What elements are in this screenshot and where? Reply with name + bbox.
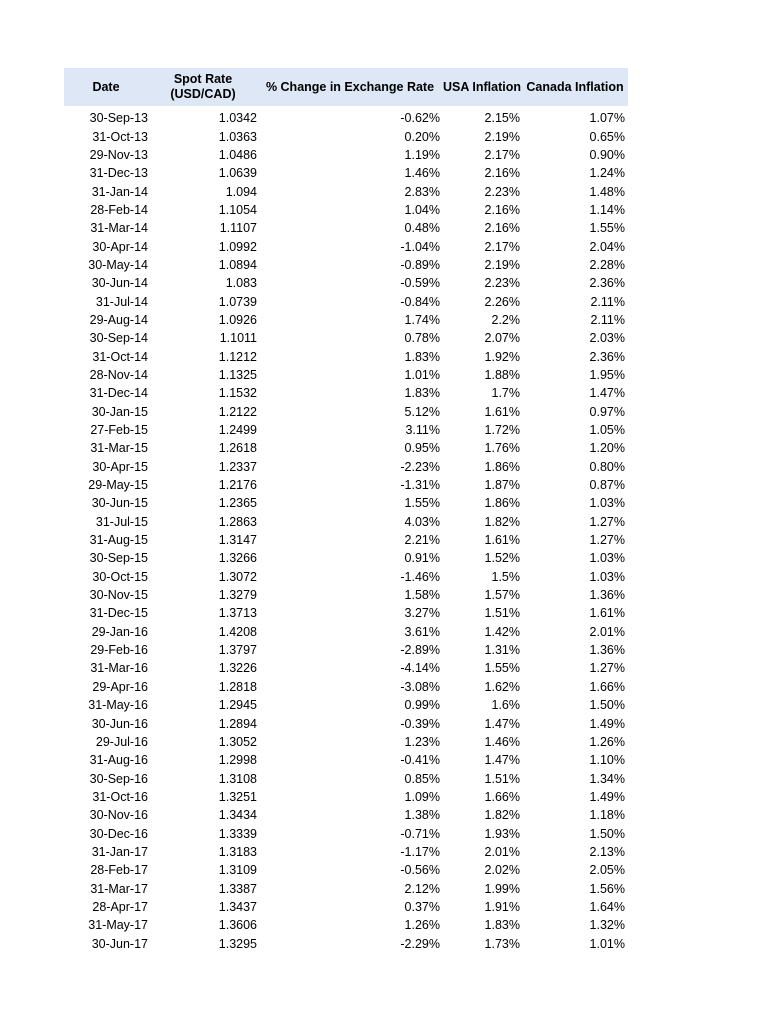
- cell-usa-inflation: 2.01%: [484, 844, 520, 859]
- cell-canada-inflation: 1.95%: [589, 367, 625, 382]
- cell-pct-change: 3.61%: [404, 624, 440, 639]
- cell-usa-inflation: 1.86%: [484, 496, 520, 511]
- table-row: [64, 274, 628, 292]
- cell-pct-change: -1.04%: [400, 239, 440, 254]
- table-row: [64, 366, 628, 384]
- cell-spot-rate: 1.3295: [218, 936, 257, 951]
- cell-pct-change: 0.91%: [404, 551, 440, 566]
- cell-pct-change: -3.08%: [400, 679, 440, 694]
- cell-canada-inflation: 1.10%: [589, 753, 625, 768]
- cell-usa-inflation: 1.66%: [484, 789, 520, 804]
- cell-pct-change: 1.23%: [404, 734, 440, 749]
- cell-pct-change: 0.20%: [404, 129, 440, 144]
- cell-canada-inflation: 1.49%: [589, 716, 625, 731]
- cell-date: 29-May-15: [88, 478, 148, 493]
- cell-spot-rate: 1.094: [225, 184, 257, 199]
- cell-canada-inflation: 1.03%: [589, 551, 625, 566]
- cell-date: 31-Oct-16: [92, 789, 148, 804]
- cell-date: 31-May-17: [88, 918, 148, 933]
- table-row: [64, 733, 628, 751]
- cell-usa-inflation: 1.6%: [491, 698, 520, 713]
- cell-spot-rate: 1.2998: [218, 753, 257, 768]
- cell-usa-inflation: 2.26%: [484, 294, 520, 309]
- cell-usa-inflation: 1.31%: [484, 643, 520, 658]
- cell-pct-change: 1.46%: [404, 166, 440, 181]
- cell-usa-inflation: 1.61%: [484, 404, 520, 419]
- cell-usa-inflation: 2.15%: [484, 111, 520, 126]
- cell-pct-change: 1.83%: [404, 386, 440, 401]
- table-row: [64, 568, 628, 586]
- cell-canada-inflation: 1.50%: [589, 826, 625, 841]
- cell-pct-change: 0.85%: [404, 771, 440, 786]
- table-row: [64, 182, 628, 200]
- cell-spot-rate: 1.0486: [218, 147, 257, 162]
- cell-pct-change: 1.83%: [404, 349, 440, 364]
- cell-pct-change: 0.95%: [404, 441, 440, 456]
- cell-date: 30-Apr-15: [92, 459, 148, 474]
- cell-spot-rate: 1.3052: [218, 734, 257, 749]
- cell-pct-change: 1.74%: [404, 312, 440, 327]
- table-row: [64, 439, 628, 457]
- cell-canada-inflation: 2.04%: [589, 239, 625, 254]
- table-row: [64, 476, 628, 494]
- table-row: [64, 237, 628, 255]
- cell-date: 30-Dec-16: [89, 826, 148, 841]
- cell-date: 30-Oct-15: [92, 569, 148, 584]
- table-row: [64, 109, 628, 127]
- cell-pct-change: 0.48%: [404, 221, 440, 236]
- table-row: [64, 678, 628, 696]
- cell-canada-inflation: 1.47%: [589, 386, 625, 401]
- cell-canada-inflation: 2.13%: [589, 844, 625, 859]
- cell-usa-inflation: 1.83%: [484, 918, 520, 933]
- cell-canada-inflation: 0.80%: [589, 459, 625, 474]
- cell-usa-inflation: 1.91%: [484, 899, 520, 914]
- cell-spot-rate: 1.2337: [218, 459, 257, 474]
- table-row: [64, 898, 628, 916]
- header-spot-rate: [148, 72, 258, 102]
- cell-date: 29-Jan-16: [91, 624, 148, 639]
- table-row: [64, 641, 628, 659]
- cell-pct-change: -0.84%: [400, 294, 440, 309]
- cell-usa-inflation: 1.86%: [484, 459, 520, 474]
- cell-pct-change: -1.46%: [400, 569, 440, 584]
- table-row: [64, 861, 628, 879]
- cell-date: 30-Jan-15: [91, 404, 148, 419]
- cell-date: 31-Mar-15: [90, 441, 148, 456]
- table-row: [64, 384, 628, 402]
- cell-date: 29-Jul-16: [95, 734, 148, 749]
- cell-pct-change: 2.21%: [404, 533, 440, 548]
- cell-canada-inflation: 1.14%: [589, 202, 625, 217]
- table-row: [64, 311, 628, 329]
- cell-canada-inflation: 1.32%: [589, 918, 625, 933]
- header-date: Date: [92, 79, 120, 94]
- cell-date: 30-May-14: [88, 257, 148, 272]
- table-row: [64, 788, 628, 806]
- cell-pct-change: 1.01%: [404, 367, 440, 382]
- cell-usa-inflation: 1.73%: [484, 936, 520, 951]
- table-body: [64, 109, 628, 953]
- table-row: [64, 916, 628, 934]
- cell-usa-inflation: 2.17%: [484, 147, 520, 162]
- table-row: [64, 549, 628, 567]
- cell-pct-change: 1.09%: [404, 789, 440, 804]
- header-spot-rate-line1: Spot Rate: [173, 72, 233, 86]
- cell-spot-rate: 1.3279: [218, 588, 257, 603]
- cell-canada-inflation: 2.36%: [589, 276, 625, 291]
- cell-canada-inflation: 1.36%: [589, 643, 625, 658]
- cell-date: 31-Dec-14: [89, 386, 148, 401]
- cell-usa-inflation: 1.51%: [484, 606, 520, 621]
- cell-usa-inflation: 1.47%: [484, 716, 520, 731]
- cell-usa-inflation: 1.46%: [484, 734, 520, 749]
- cell-canada-inflation: 2.36%: [589, 349, 625, 364]
- table-row: [64, 659, 628, 677]
- cell-canada-inflation: 2.11%: [590, 312, 625, 327]
- cell-usa-inflation: 1.55%: [484, 661, 520, 676]
- cell-date: 31-May-16: [88, 698, 148, 713]
- cell-pct-change: -0.71%: [400, 826, 440, 841]
- cell-canada-inflation: 2.03%: [589, 331, 625, 346]
- cell-usa-inflation: 1.76%: [484, 441, 520, 456]
- cell-pct-change: -0.56%: [400, 863, 440, 878]
- cell-usa-inflation: 1.61%: [484, 533, 520, 548]
- cell-canada-inflation: 1.26%: [589, 734, 625, 749]
- cell-usa-inflation: 1.92%: [484, 349, 520, 364]
- cell-usa-inflation: 1.87%: [484, 478, 520, 493]
- cell-pct-change: 0.78%: [404, 331, 440, 346]
- cell-pct-change: -4.14%: [400, 661, 440, 676]
- cell-spot-rate: 1.3606: [218, 918, 257, 933]
- cell-pct-change: 1.26%: [404, 918, 440, 933]
- cell-canada-inflation: 1.64%: [589, 899, 625, 914]
- cell-canada-inflation: 2.05%: [589, 863, 625, 878]
- cell-pct-change: 1.38%: [404, 808, 440, 823]
- cell-pct-change: -0.89%: [400, 257, 440, 272]
- cell-usa-inflation: 2.19%: [484, 129, 520, 144]
- table-row: [64, 696, 628, 714]
- cell-pct-change: 5.12%: [404, 404, 440, 419]
- cell-canada-inflation: 1.20%: [589, 441, 625, 456]
- cell-canada-inflation: 0.65%: [589, 129, 625, 144]
- cell-date: 30-Jun-16: [91, 716, 148, 731]
- cell-spot-rate: 1.2499: [218, 423, 257, 438]
- cell-canada-inflation: 2.28%: [589, 257, 625, 272]
- table-row: [64, 256, 628, 274]
- cell-canada-inflation: 1.49%: [589, 789, 625, 804]
- cell-usa-inflation: 1.51%: [484, 771, 520, 786]
- cell-date: 30-Apr-14: [92, 239, 148, 254]
- cell-usa-inflation: 1.47%: [484, 753, 520, 768]
- cell-usa-inflation: 1.99%: [484, 881, 520, 896]
- cell-pct-change: -2.89%: [400, 643, 440, 658]
- cell-date: 31-Aug-16: [89, 753, 148, 768]
- cell-spot-rate: 1.2863: [218, 514, 257, 529]
- cell-usa-inflation: 2.23%: [484, 276, 520, 291]
- cell-canada-inflation: 0.87%: [589, 478, 625, 493]
- cell-spot-rate: 1.1325: [218, 367, 257, 382]
- cell-pct-change: 1.04%: [404, 202, 440, 217]
- cell-pct-change: 0.99%: [404, 698, 440, 713]
- cell-canada-inflation: 1.66%: [589, 679, 625, 694]
- cell-spot-rate: 1.1107: [219, 221, 257, 236]
- cell-spot-rate: 1.0894: [218, 257, 257, 272]
- cell-date: 28-Nov-14: [89, 367, 148, 382]
- table-row: [64, 201, 628, 219]
- cell-usa-inflation: 2.16%: [484, 166, 520, 181]
- cell-date: 30-Nov-16: [89, 808, 148, 823]
- cell-canada-inflation: 1.27%: [589, 661, 625, 676]
- cell-pct-change: 1.55%: [404, 496, 440, 511]
- table-row: [64, 879, 628, 897]
- cell-canada-inflation: 1.36%: [589, 588, 625, 603]
- cell-pct-change: -0.39%: [400, 716, 440, 731]
- cell-canada-inflation: 1.34%: [589, 771, 625, 786]
- cell-pct-change: 1.58%: [404, 588, 440, 603]
- table-row: [64, 843, 628, 861]
- cell-pct-change: 2.12%: [404, 881, 440, 896]
- cell-date: 30-Jun-15: [91, 496, 148, 511]
- cell-canada-inflation: 1.55%: [589, 221, 625, 236]
- cell-date: 28-Apr-17: [92, 899, 148, 914]
- cell-spot-rate: 1.1011: [219, 331, 257, 346]
- cell-pct-change: 0.37%: [404, 899, 440, 914]
- cell-date: 31-Mar-17: [90, 881, 148, 896]
- table-row: [64, 164, 628, 182]
- cell-spot-rate: 1.3251: [218, 789, 257, 804]
- cell-canada-inflation: 1.05%: [589, 423, 625, 438]
- cell-canada-inflation: 1.03%: [589, 569, 625, 584]
- cell-usa-inflation: 1.72%: [484, 423, 520, 438]
- table-row: [64, 513, 628, 531]
- table-row: [64, 934, 628, 952]
- cell-date: 31-Mar-16: [90, 661, 148, 676]
- cell-date: 29-Feb-16: [90, 643, 148, 658]
- table-row: [64, 403, 628, 421]
- cell-spot-rate: 1.0926: [218, 312, 257, 327]
- table-row: [64, 421, 628, 439]
- cell-canada-inflation: 1.24%: [589, 166, 625, 181]
- header-canada-inflation: Canada Inflation: [526, 79, 624, 94]
- cell-date: 30-Sep-15: [89, 551, 148, 566]
- cell-spot-rate: 1.2894: [218, 716, 257, 731]
- cell-usa-inflation: 1.57%: [484, 588, 520, 603]
- cell-canada-inflation: 1.07%: [589, 111, 625, 126]
- table-row: [64, 329, 628, 347]
- cell-spot-rate: 1.3266: [218, 551, 257, 566]
- header-usa-inflation: USA Inflation: [442, 79, 521, 94]
- table-row: [64, 604, 628, 622]
- cell-usa-inflation: 2.16%: [484, 221, 520, 236]
- cell-usa-inflation: 2.23%: [484, 184, 520, 199]
- cell-date: 31-Jan-14: [91, 184, 148, 199]
- cell-pct-change: 3.11%: [405, 423, 440, 438]
- cell-spot-rate: 1.3434: [218, 808, 257, 823]
- cell-usa-inflation: 2.2%: [491, 312, 520, 327]
- cell-date: 30-Sep-13: [89, 111, 148, 126]
- cell-canada-inflation: 1.27%: [589, 514, 625, 529]
- table-row: [64, 623, 628, 641]
- cell-spot-rate: 1.0363: [218, 129, 257, 144]
- table-row: [64, 127, 628, 145]
- cell-usa-inflation: 2.07%: [484, 331, 520, 346]
- cell-spot-rate: 1.2945: [218, 698, 257, 713]
- cell-canada-inflation: 1.27%: [589, 533, 625, 548]
- cell-usa-inflation: 2.19%: [484, 257, 520, 272]
- cell-date: 30-Jun-17: [91, 936, 148, 951]
- cell-spot-rate: 1.0342: [218, 111, 257, 126]
- cell-date: 31-Jan-17: [91, 844, 148, 859]
- cell-usa-inflation: 1.7%: [491, 386, 520, 401]
- cell-spot-rate: 1.3797: [218, 643, 257, 658]
- cell-canada-inflation: 1.48%: [589, 184, 625, 199]
- cell-spot-rate: 1.1212: [218, 349, 257, 364]
- cell-canada-inflation: 1.03%: [589, 496, 625, 511]
- table-row: [64, 751, 628, 769]
- cell-usa-inflation: 2.02%: [484, 863, 520, 878]
- table-row: [64, 824, 628, 842]
- cell-pct-change: -1.17%: [400, 844, 440, 859]
- cell-spot-rate: 1.2365: [218, 496, 257, 511]
- cell-pct-change: 4.03%: [404, 514, 440, 529]
- cell-pct-change: 2.83%: [404, 184, 440, 199]
- cell-spot-rate: 1.3387: [218, 881, 257, 896]
- cell-canada-inflation: 0.97%: [589, 404, 625, 419]
- cell-spot-rate: 1.0639: [218, 166, 257, 181]
- cell-date: 27-Feb-15: [90, 423, 148, 438]
- cell-spot-rate: 1.2122: [218, 404, 257, 419]
- cell-usa-inflation: 1.82%: [484, 808, 520, 823]
- cell-canada-inflation: 0.90%: [589, 147, 625, 162]
- cell-date: 31-Dec-13: [89, 166, 148, 181]
- table-row: [64, 347, 628, 365]
- cell-usa-inflation: 1.52%: [484, 551, 520, 566]
- table-row: [64, 806, 628, 824]
- cell-date: 31-Jul-15: [95, 514, 148, 529]
- cell-spot-rate: 1.3226: [218, 661, 257, 676]
- table-row: [64, 769, 628, 787]
- cell-pct-change: -1.31%: [400, 478, 440, 493]
- table-row: [64, 146, 628, 164]
- cell-pct-change: -0.59%: [400, 276, 440, 291]
- cell-usa-inflation: 2.16%: [484, 202, 520, 217]
- table-row: [64, 714, 628, 732]
- table-row: [64, 494, 628, 512]
- cell-canada-inflation: 2.11%: [590, 294, 625, 309]
- cell-canada-inflation: 1.56%: [589, 881, 625, 896]
- cell-canada-inflation: 1.01%: [589, 936, 625, 951]
- table-row: [64, 531, 628, 549]
- cell-spot-rate: 1.0992: [218, 239, 257, 254]
- exchange-rate-table: [64, 68, 628, 953]
- table-row: [64, 219, 628, 237]
- cell-spot-rate: 1.3072: [218, 569, 257, 584]
- table-header: [64, 68, 628, 106]
- cell-date: 29-Apr-16: [92, 679, 148, 694]
- cell-date: 29-Nov-13: [89, 147, 148, 162]
- cell-spot-rate: 1.3437: [218, 899, 257, 914]
- cell-usa-inflation: 1.62%: [484, 679, 520, 694]
- cell-pct-change: -2.29%: [400, 936, 440, 951]
- cell-date: 31-Jul-14: [95, 294, 148, 309]
- cell-usa-inflation: 1.5%: [491, 569, 520, 584]
- header-pct-change: % Change in Exchange Rate: [265, 79, 435, 94]
- cell-spot-rate: 1.3109: [218, 863, 257, 878]
- cell-usa-inflation: 2.17%: [484, 239, 520, 254]
- cell-usa-inflation: 1.42%: [484, 624, 520, 639]
- cell-date: 30-Sep-16: [89, 771, 148, 786]
- cell-pct-change: 1.19%: [404, 147, 440, 162]
- cell-spot-rate: 1.1532: [218, 386, 257, 401]
- cell-date: 31-Dec-15: [89, 606, 148, 621]
- cell-usa-inflation: 1.82%: [484, 514, 520, 529]
- cell-date: 30-Nov-15: [89, 588, 148, 603]
- cell-pct-change: -0.62%: [400, 111, 440, 126]
- cell-pct-change: -0.41%: [400, 753, 440, 768]
- cell-date: 28-Feb-14: [90, 202, 148, 217]
- cell-date: 30-Sep-14: [89, 331, 148, 346]
- cell-spot-rate: 1.083: [225, 276, 257, 291]
- cell-spot-rate: 1.2818: [218, 679, 257, 694]
- cell-date: 31-Oct-13: [92, 129, 148, 144]
- cell-date: 31-Mar-14: [90, 221, 148, 236]
- cell-spot-rate: 1.4208: [218, 624, 257, 639]
- cell-pct-change: 3.27%: [404, 606, 440, 621]
- cell-spot-rate: 1.3147: [218, 533, 257, 548]
- cell-spot-rate: 1.2618: [218, 441, 257, 456]
- cell-usa-inflation: 1.93%: [484, 826, 520, 841]
- header-spot-rate-line2: (USD/CAD): [170, 87, 236, 101]
- cell-spot-rate: 1.3183: [218, 844, 257, 859]
- cell-spot-rate: 1.3108: [218, 771, 257, 786]
- cell-canada-inflation: 1.61%: [589, 606, 625, 621]
- cell-spot-rate: 1.0739: [218, 294, 257, 309]
- cell-usa-inflation: 1.88%: [484, 367, 520, 382]
- table-row: [64, 458, 628, 476]
- cell-date: 30-Jun-14: [91, 276, 148, 291]
- cell-spot-rate: 1.1054: [218, 202, 257, 217]
- cell-date: 28-Feb-17: [90, 863, 148, 878]
- cell-date: 31-Aug-15: [89, 533, 148, 548]
- cell-canada-inflation: 1.50%: [589, 698, 625, 713]
- cell-date: 29-Aug-14: [89, 312, 148, 327]
- table-row: [64, 292, 628, 310]
- cell-spot-rate: 1.2176: [218, 478, 257, 493]
- cell-pct-change: -2.23%: [400, 459, 440, 474]
- cell-canada-inflation: 2.01%: [589, 624, 625, 639]
- cell-canada-inflation: 1.18%: [589, 808, 625, 823]
- cell-date: 31-Oct-14: [92, 349, 148, 364]
- cell-spot-rate: 1.3713: [218, 606, 257, 621]
- cell-spot-rate: 1.3339: [218, 826, 257, 841]
- table-row: [64, 586, 628, 604]
